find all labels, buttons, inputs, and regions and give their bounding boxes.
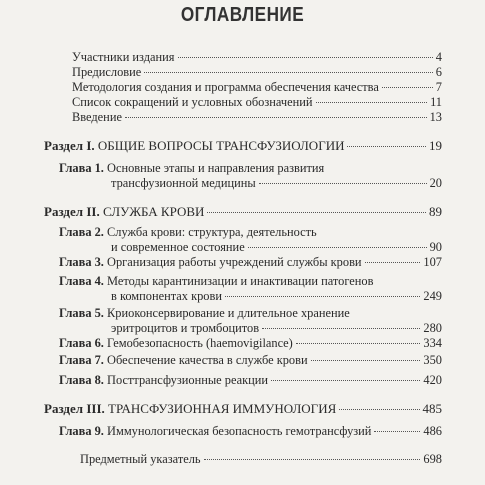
page-number: 249 [423, 289, 442, 303]
entry-text: Участники издания [72, 50, 175, 64]
chapter-text-line1: Криоконсервирование и длительное хранение [107, 306, 350, 320]
dot-leader [374, 431, 420, 432]
page-number: 485 [422, 401, 442, 416]
section-label: Раздел I. [44, 138, 95, 153]
toc-chapter-3 [59, 255, 442, 270]
chapter-text-line2: и современное состояние [111, 240, 245, 254]
dot-leader [204, 459, 421, 460]
toc-entry-contributors [72, 50, 442, 65]
toc-entry-preface [72, 65, 442, 80]
chapter-label: Глава 3. [59, 255, 104, 269]
chapter-text: Организация работы учреждений службы крови [107, 255, 362, 269]
dot-leader [382, 87, 433, 88]
dot-leader [178, 57, 433, 58]
page-number: 19 [429, 138, 442, 153]
page-number: 334 [423, 336, 442, 350]
chapter-text: Посттрансфузионные реакции [107, 373, 269, 387]
entry-text: Введение [72, 110, 122, 124]
dot-leader [207, 212, 426, 213]
dot-leader [225, 296, 420, 297]
chapter-text-line1: Основные этапы и направления развития [107, 161, 325, 175]
dot-leader [271, 380, 420, 381]
toc-chapter-7 [59, 353, 442, 368]
page-number: 486 [423, 424, 442, 438]
chapter-text-line2: в компонентах крови [111, 289, 222, 303]
page-number: 11 [430, 95, 442, 109]
section-text: ОБЩИЕ ВОПРОСЫ ТРАНСФУЗИОЛОГИИ [97, 138, 345, 153]
dot-leader [248, 247, 427, 248]
chapter-text: Иммунологическая безопасность гемотрансфузий [107, 424, 372, 438]
chapter-label: Глава 9. [59, 424, 104, 438]
chapter-label: Глава 5. [59, 306, 104, 320]
dot-leader [316, 102, 428, 103]
toc-chapter-8 [59, 373, 442, 388]
toc-entry-abbreviations [72, 95, 442, 110]
chapter-label: Глава 4. [59, 274, 104, 288]
toc-chapter-2 [59, 225, 442, 255]
chapter-label: Глава 2. [59, 225, 104, 239]
chapter-label: Глава 8. [59, 373, 104, 387]
chapter-text-line1: Методы карантинизации и инактивации патогенов [107, 274, 374, 288]
page-number: 89 [429, 204, 442, 219]
toc-chapter-4 [59, 274, 442, 304]
page-title: ОГЛАВЛЕНИЕ [180, 4, 305, 26]
page-number: 280 [423, 321, 442, 335]
chapter-label: Глава 6. [59, 336, 104, 350]
toc-entry-methodology [72, 80, 442, 95]
page-number: 7 [435, 80, 442, 94]
dot-leader [262, 328, 420, 329]
page-number: 698 [423, 452, 442, 466]
toc-section-3 [44, 401, 442, 416]
chapter-label: Глава 1. [59, 161, 104, 175]
section-text: СЛУЖБА КРОВИ [102, 204, 205, 219]
toc-section-1 [44, 138, 442, 153]
chapter-text-line1: Служба крови: структура, деятельность [107, 225, 317, 239]
toc-entry-introduction [72, 110, 442, 125]
page-number: 4 [435, 50, 442, 64]
page-number: 420 [423, 373, 442, 387]
dot-leader [311, 360, 421, 361]
toc-chapter-9 [59, 424, 442, 439]
entry-text: Предметный указатель [80, 452, 201, 466]
toc-entry-index [80, 452, 442, 467]
page-number: 107 [423, 255, 442, 269]
chapter-text: Гемобезопасность (haemovigilance) [107, 336, 293, 350]
chapter-text-line2: трансфузионной медицины [111, 176, 256, 190]
dot-leader [125, 117, 427, 118]
section-label: Раздел II. [44, 204, 100, 219]
entry-text: Предисловие [72, 65, 142, 79]
dot-leader [144, 72, 433, 73]
toc-chapter-5 [59, 306, 442, 336]
section-text: ТРАНСФУЗИОННАЯ ИММУНОЛОГИЯ [108, 401, 337, 416]
dot-leader [339, 409, 419, 410]
page-number: 20 [429, 176, 442, 190]
chapter-text-line2: эритроцитов и тромбоцитов [111, 321, 260, 335]
toc-chapter-1 [59, 161, 442, 191]
dot-leader [347, 146, 426, 147]
chapter-text: Обеспечение качества в службе крови [107, 353, 308, 367]
entry-text: Методология создания и программа обеспечения качества [72, 80, 379, 94]
page-number: 350 [423, 353, 442, 367]
dot-leader [259, 183, 427, 184]
page-number: 90 [429, 240, 442, 254]
section-label: Раздел III. [44, 401, 105, 416]
entry-text: Список сокращений и условных обозначений [72, 95, 313, 109]
dot-leader [296, 343, 421, 344]
page-number: 6 [435, 65, 442, 79]
toc-chapter-6 [59, 336, 442, 351]
chapter-label: Глава 7. [59, 353, 104, 367]
page-number: 13 [429, 110, 442, 124]
toc-section-2 [44, 204, 442, 219]
dot-leader [365, 262, 421, 263]
